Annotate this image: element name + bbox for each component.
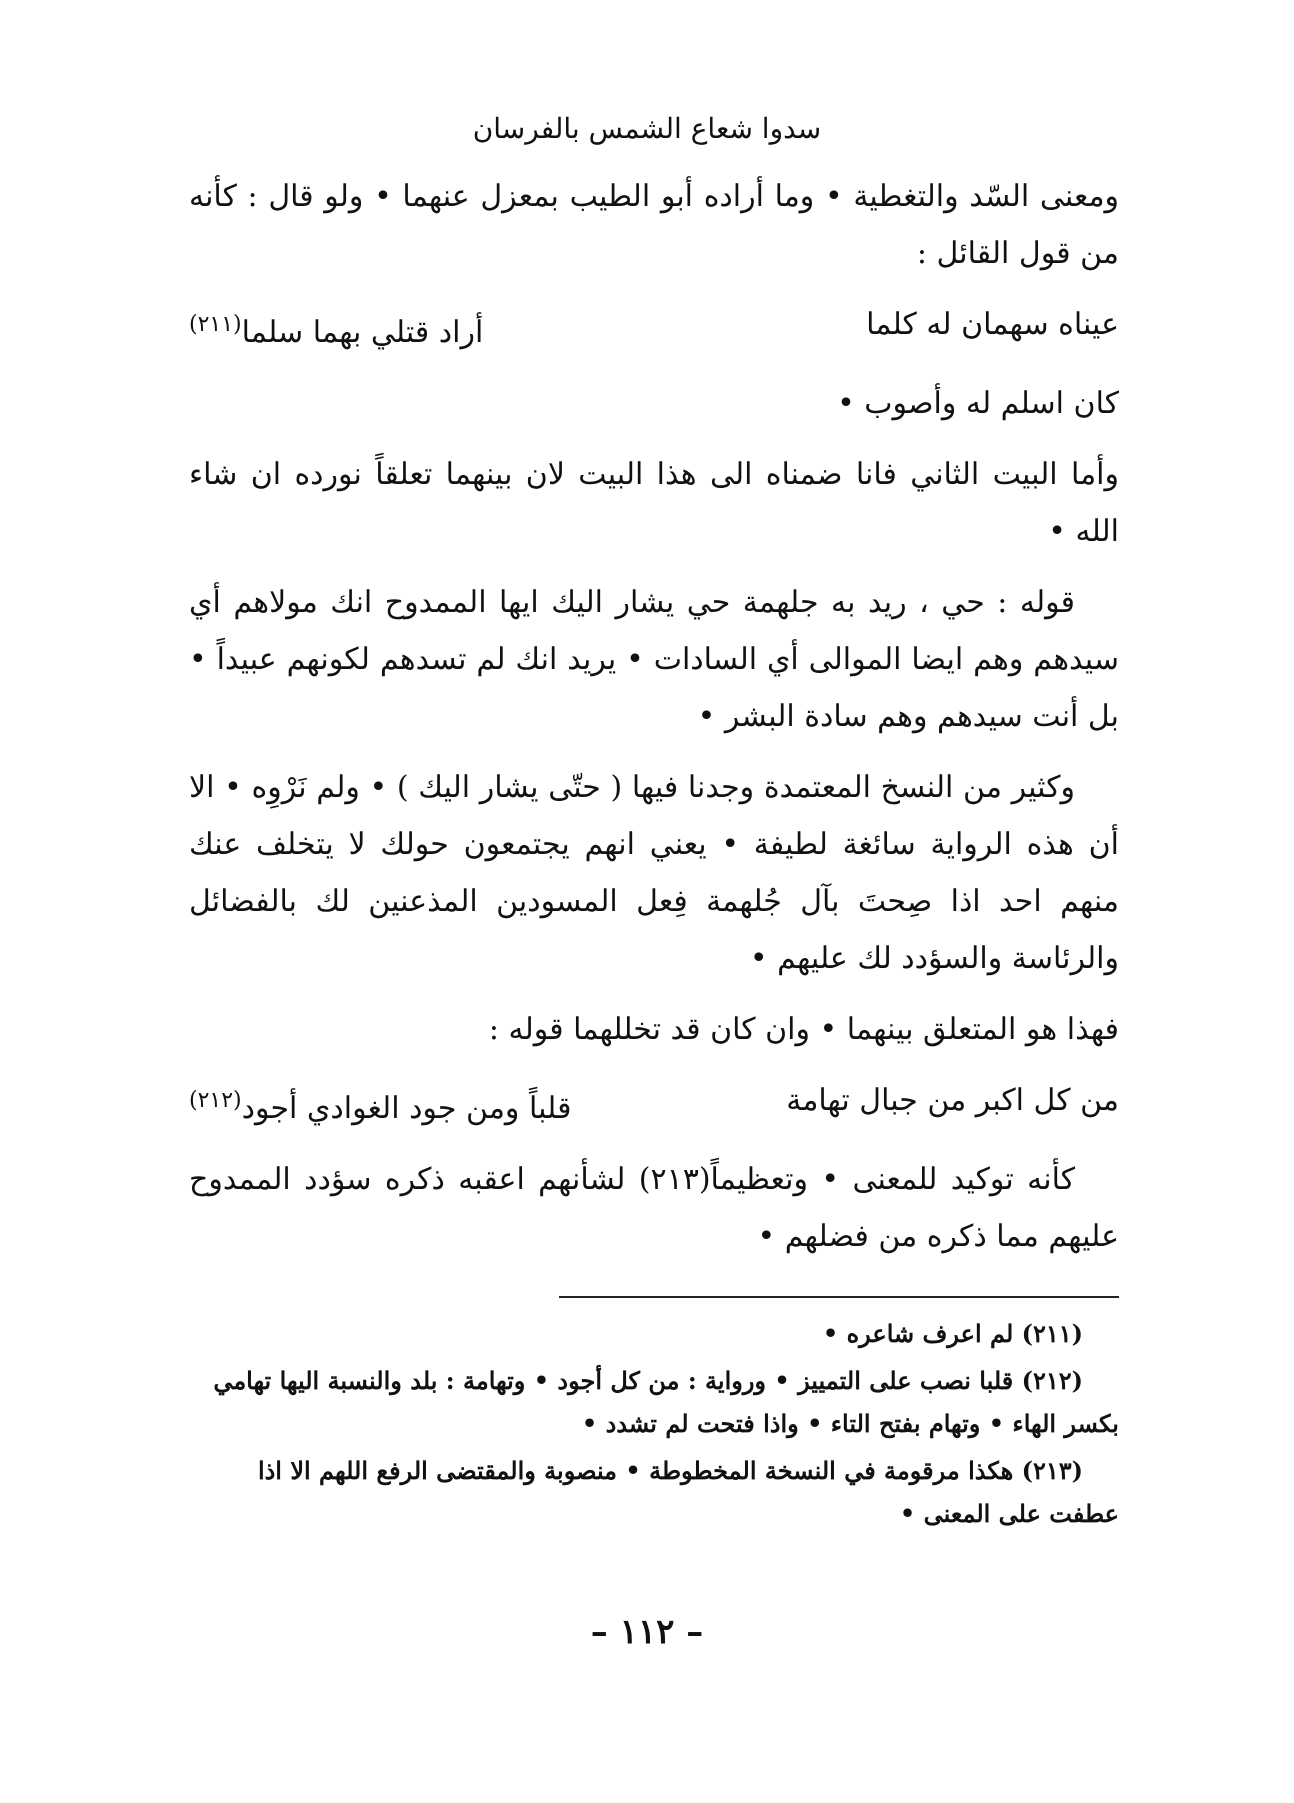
paragraph-5: وكثير من النسخ المعتمدة وجدنا فيها ( حتّى يشار اليك ) • ولم نَرْوِه • الا أن هذه الرواية سائغة لطيفة • يعني انهم يجتمعون حولك لا يتخلف عنك منهم احد اذا صِحتَ بآل جُلهمة فِعل المسودين المذعنين لك بالفضائل والرئاسة والسؤدد لك عليهم • <box>189 770 1119 976</box>
verse-211-second-hemistich <box>189 296 483 361</box>
paragraph-6: فهذا هو المتعلق بينهما • وان كان قد تخللهما قوله : <box>488 1012 1119 1047</box>
main-text <box>189 168 1119 1279</box>
page-number: – ١١٢ – <box>590 1612 704 1652</box>
verse-211-second-text: أراد قتلي بهما سلما <box>241 315 484 350</box>
verse-212 <box>189 1072 1119 1137</box>
footnote-ref-212: (٢١٢) <box>189 1088 242 1113</box>
footnotes <box>189 1312 1119 1539</box>
verse-212-first-hemistich: من كل اكبر من جبال تهامة <box>786 1083 1119 1118</box>
footnote-211: (٢١١) لم اعرف شاعره • <box>822 1319 1083 1348</box>
verse-212-second-hemistich <box>189 1072 571 1137</box>
footnote-212: (٢١٢) قلبا نصب على التمييز • ورواية : من كل أجود • وتهامة : بلد والنسبة اليها تهامي بكسر الهاء • وتهام بفتح التاء • واذا فتحت لم تشدد • <box>213 1366 1119 1438</box>
running-head: سدوا شعاع الشمس بالفرسان <box>472 112 822 145</box>
verse-211 <box>189 296 1119 361</box>
verse-212-second-text: قلباً ومن جود الغوادي أجود <box>241 1091 572 1126</box>
footnote-separator <box>559 1296 1119 1298</box>
paragraph-2: كان اسلم له وأصوب • <box>837 386 1119 421</box>
paragraph-3: وأما البيت الثاني فانا ضمناه الى هذا البيت لان بينهما تعلقاً نورده ان شاء الله • <box>189 457 1119 549</box>
paragraph-1: ومعنى السّد والتغطية • وما أراده أبو الطيب بمعزل عنهما • ولو قال : كأنه من قول القائل : <box>189 179 1119 271</box>
paragraph-7: كأنه توكيد للمعنى • وتعظيماً(٢١٣) لشأنهم اعقبه ذكره سؤدد الممدوح عليهم مما ذكره من فضلهم • <box>189 1162 1119 1254</box>
footnote-ref-211: (٢١١) <box>189 312 242 337</box>
footnote-213: (٢١٣) هكذا مرقومة في النسخة المخطوطة • منصوبة والمقتضى الرفع اللهم الا اذا عطفت على المعنى • <box>257 1456 1119 1528</box>
paragraph-4: قوله : حي ، ريد به جلهمة حي يشار اليك ايها الممدوح انك مولاهم أي سيدهم وهم ايضا الموالى أي السادات • يريد انك لم تسدهم لكونهم عبيداً • بل أنت سيدهم وهم سادة البشر • <box>189 585 1119 734</box>
verse-211-first-hemistich: عيناه سهمان له كلما <box>866 307 1119 342</box>
